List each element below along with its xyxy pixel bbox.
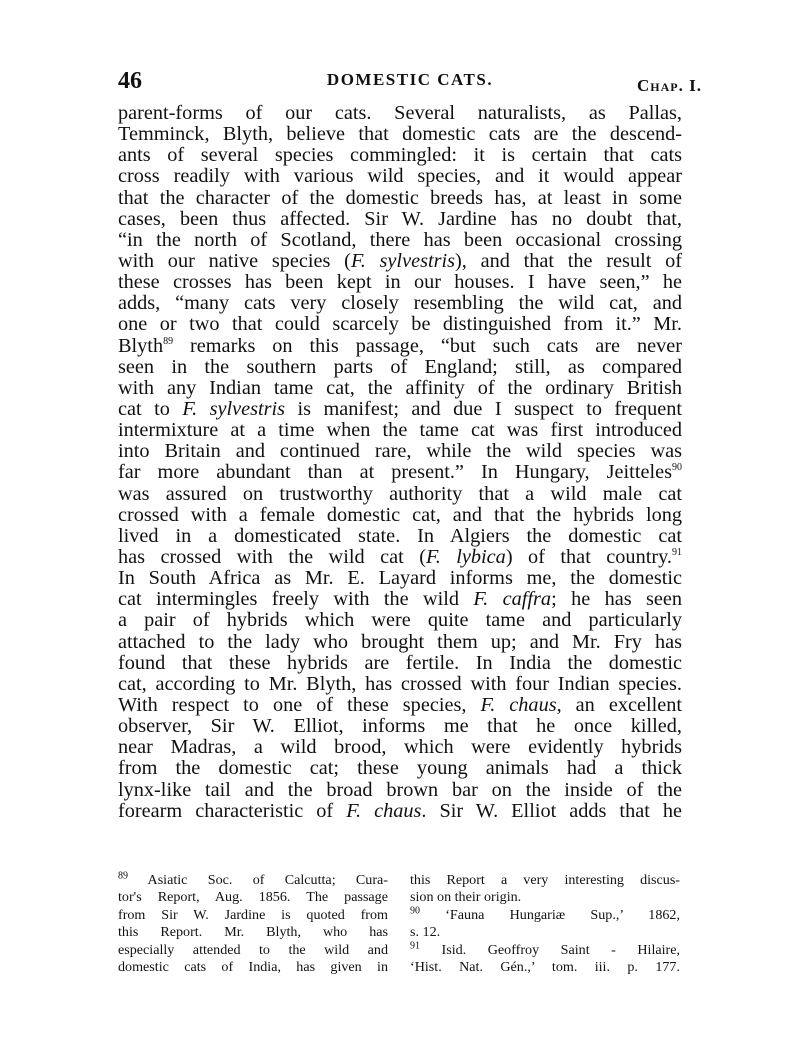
text-run: . Sir W. Elliot adds that he (421, 799, 683, 822)
text-run: intermixture at a time when the tame cat was first introduced (118, 419, 682, 442)
text-run: adds, “many cats very closely resembling the wild cat, and (118, 292, 682, 315)
footnote-line (410, 907, 680, 924)
text-line (118, 632, 682, 653)
text-run: ), and that the result of (455, 249, 682, 272)
footnote-line (118, 924, 388, 941)
text-run: cat intermingles freely with the wild (118, 588, 474, 611)
species-name: F. lybica (425, 545, 506, 568)
footnote-line (410, 889, 680, 906)
text-line (118, 357, 682, 378)
text-run: forearm characteristic of (118, 799, 347, 822)
text-run: parent-forms of our cats. Several naturalists, as Pallas, (118, 102, 682, 124)
text-line (118, 610, 682, 631)
text-line (118, 251, 682, 272)
text-run: lynx-like tail and the broad brown bar on the inside of the (118, 778, 682, 801)
text-line (118, 737, 682, 758)
text-line (118, 758, 682, 779)
text-run: domestic cats of India, has given in (118, 958, 388, 975)
chapter-label: Chap. I. (637, 76, 702, 95)
text-run: , an excellent (556, 693, 683, 716)
text-run: With respect to one of these species, (118, 693, 481, 716)
running-title: DOMESTIC CATS. (326, 70, 494, 89)
species-name: F. sylvestris (350, 249, 456, 272)
text-line (118, 568, 682, 589)
footnote-marker: 89 (118, 870, 128, 882)
text-run: cross readily with various wild species, and it would appear (118, 165, 682, 188)
footnote-line (410, 924, 680, 941)
text-run: sion on their origin. (410, 889, 522, 906)
footnotes-right-column (410, 872, 680, 976)
footnote-marker: 89 (163, 335, 174, 347)
text-run: ; he has seen (551, 588, 683, 611)
text-run: far more abundant than at present.” In Hungary, Jeitteles (118, 461, 672, 484)
text-run: ‘Hist. Nat. Gén.,’ tom. iii. p. 177. (410, 958, 680, 975)
text-line (118, 103, 682, 124)
text-line (118, 272, 682, 293)
text-line (118, 378, 682, 399)
footnote-marker: 91 (672, 547, 682, 559)
text-run: this Report. Mr. Blyth, who has (118, 924, 388, 941)
text-line (118, 230, 682, 251)
text-line (118, 526, 682, 547)
footnote-line (118, 942, 388, 959)
text-run: with our native species ( (118, 249, 351, 272)
text-run: cat, according to Mr. Blyth, has crossed with four Indian species. (118, 672, 682, 695)
text-line (118, 188, 682, 209)
footnote-line (118, 889, 388, 906)
text-run: tor's Report, Aug. 1856. The passage (118, 889, 388, 906)
text-run: cases, been thus affected. Sir W. Jardine has no doubt that, (118, 207, 682, 230)
text-line (118, 695, 682, 716)
text-run: from the domestic cat; these young animals had a thick (118, 757, 682, 780)
footnote-marker: 91 (410, 939, 420, 951)
text-run: attached to the lady who brought them up; and Mr. Fry has (118, 630, 682, 653)
text-run: is manifest; and due I suspect to frequent (285, 397, 682, 420)
text-line (118, 124, 682, 145)
text-line (118, 209, 682, 230)
text-line (118, 674, 682, 695)
text-line (118, 589, 682, 610)
species-name: F. sylvestris (182, 397, 286, 420)
species-name: F. chaus (480, 693, 557, 716)
text-line (118, 716, 682, 737)
text-run: Blyth (118, 334, 164, 357)
text-run: Temminck, Blyth, believe that domestic cats are the descend- (118, 123, 682, 146)
text-run: into Britain and continued rare, while the wild species was (118, 440, 682, 463)
text-run: found that these hybrids are fertile. In India the domestic (118, 651, 682, 674)
text-line (118, 547, 682, 568)
text-line (118, 505, 682, 526)
text-run: a pair of hybrids which were quite tame and particularly (118, 609, 682, 632)
text-line (118, 166, 682, 187)
footnote-line (118, 872, 388, 889)
text-run: this Report a very interesting discus- (410, 872, 680, 888)
text-run: seen in the southern parts of England; still, as compared (118, 355, 682, 378)
text-line (118, 336, 682, 357)
running-header (118, 68, 702, 98)
footnote-line (410, 872, 680, 889)
text-line (118, 314, 682, 335)
species-name: F. chaus (346, 799, 422, 822)
text-run: has crossed with the wild cat ( (118, 545, 426, 568)
species-name: F. caffra (473, 588, 552, 611)
text-run: with any Indian tame cat, the affinity of the ordinary British (118, 376, 682, 399)
text-run: ) of that country. (505, 545, 672, 568)
text-run: near Madras, a wild brood, which were evidently hybrids (118, 736, 682, 759)
text-line (118, 441, 682, 462)
text-run: one or two that could scarcely be distinguished from it.” Mr. (118, 313, 682, 336)
text-run: crossed with a female domestic cat, and that the hybrids long (118, 503, 682, 526)
text-run: Asiatic Soc. of Calcutta; Cura- (128, 872, 388, 888)
text-line (118, 653, 682, 674)
footnote-line (118, 959, 388, 976)
text-run: remarks on this passage, “but such cats are never (173, 334, 682, 357)
text-run: observer, Sir W. Elliot, informs me that he once killed, (118, 715, 682, 738)
text-line (118, 145, 682, 166)
text-line (118, 462, 682, 483)
page-number: 46 (118, 68, 142, 94)
footnote-line (410, 959, 680, 976)
footnote-marker: 90 (672, 462, 682, 474)
text-run: especially attended to the wild and (118, 941, 388, 958)
footnote-line (410, 939, 680, 959)
footnote-line (118, 907, 388, 924)
text-line (118, 399, 682, 420)
text-run: ants of several species commingled: it is certain that cats (118, 144, 682, 167)
text-run: lived in a domesticated state. In Algiers the domestic cat (118, 524, 682, 547)
text-run: was assured on trustworthy authority that a wild male cat (118, 482, 682, 505)
text-run: from Sir W. Jardine is quoted from (118, 906, 388, 923)
text-run: these crosses has been kept in our houses. I have seen,” he (118, 271, 682, 294)
footnote-marker: 90 (410, 905, 420, 917)
text-line (118, 420, 682, 441)
main-text (118, 103, 682, 822)
text-run: “in the north of Scotland, there has been occasional crossing (118, 228, 682, 251)
text-run: that the character of the domestic breeds has, at least in some (118, 186, 682, 209)
text-line (118, 293, 682, 314)
text-line (118, 780, 682, 801)
text-run: In South Africa as Mr. E. Layard informs me, the domestic (118, 567, 682, 590)
text-run: cat to (118, 397, 183, 420)
text-line (118, 484, 682, 505)
footnotes-left-column (118, 872, 388, 976)
text-run: ‘Fauna Hungariæ Sup.,’ 1862, (420, 906, 680, 923)
text-run: Isid. Geoffroy Saint - Hilaire, (420, 941, 680, 958)
text-line (118, 801, 682, 822)
text-run: s. 12. (410, 924, 441, 941)
